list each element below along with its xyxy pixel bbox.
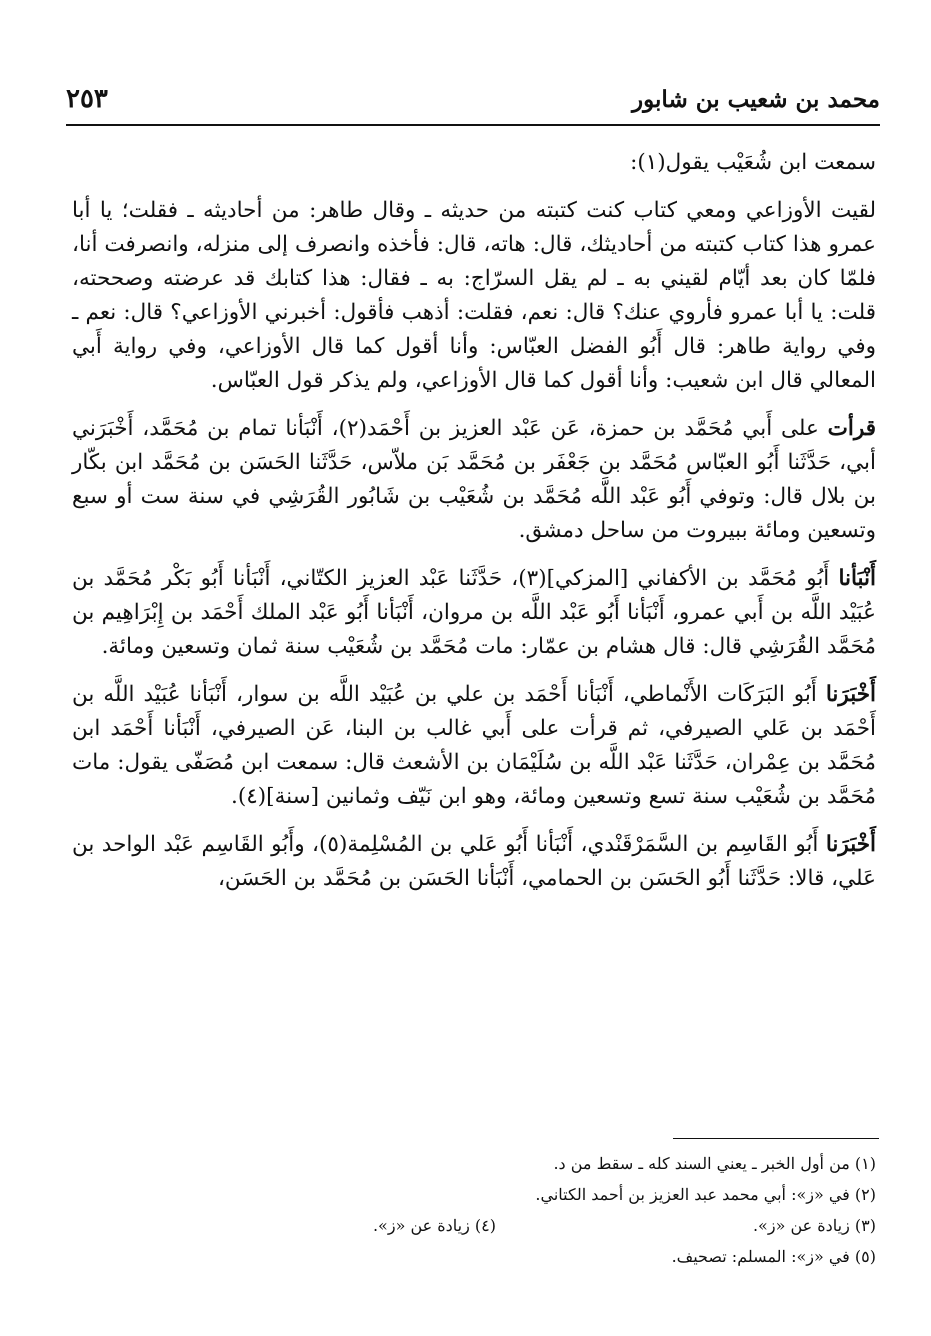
paragraph-text: على أَبي مُحَمَّد بن حمزة، عَن عَبْد العزيز بن أَحْمَد(٢)، أَنْبَأنا تمام بن مُحَمَّد، أَخْبَرَني أبي، حَدَّثَنا أَبُو العبّاس مُحَمَّد بن جَعْفَر بن مُحَمَّد بَن ملاّس، حَدَّثَنا الحَسَن بن مُحَمَّد ابن بكّار بن بلال قال: وتوفي أَبُو عَبْد اللَّه مُحَمَّد بن شُعَيْب بن شَابُور القُرَشِي في سنة ست أو سبع وتسعين ومائة ببيروت من ساحل دمشق. [72,416,876,543]
paragraph-lead: قرأت [827,416,876,441]
footnote-row [72,1179,876,1210]
footnotes [72,1148,876,1272]
paragraph [72,194,876,398]
main-text [72,146,876,910]
header-rule [66,124,880,126]
paragraph [72,678,876,814]
footnote-row [72,1241,876,1272]
footnote: (٢) في «ز»: أبي محمد عبد العزيز بن أحمد الكتاني. [535,1185,876,1204]
footnote-row [72,1148,876,1179]
paragraph-lead: أَنْبَأنا [838,566,876,591]
footnote: (١) من أول الخبر ـ يعني السند كله ـ سقط من د. [553,1154,876,1173]
footnote: (٣) زيادة عن «ز». [752,1216,876,1235]
paragraph-text: لقيت الأوزاعي ومعي كتاب كنت كتبته من حديثه ـ وقال طاهر: من أحاديثه ـ فقلت؛ يا أبا عمرو هذا كتاب كتبته من أحاديثك، قال: هاته، قال: فأخذه وانصرف إلى منزله، وانصرفت أنا، فلمّا كان بعد أيّام لقيني به ـ لم يقل السرّاج: به ـ فقال: هذا كتابك قد عرضته وصححته، قلت: يا أبا عمرو فأروي عنك؟ قال: نعم، فقلت: أذهب فأقول: أخبرني الأوزاعي؟ قال: نعم ـ وفي رواية طاهر: قال أَبُو الفضل العبّاس: وأنا أقول كما قال الأوزاعي، وفي رواية أَبي المعالي قال ابن شعيب: وأنا أقول كما قال الأوزاعي، ولم يذكر قول العبّاس. [72,198,876,393]
paragraph [72,562,876,664]
footnote-rule [673,1138,879,1139]
page-header [66,78,880,118]
paragraph [72,146,876,180]
footnote-row [72,1210,876,1241]
page-number: ٢٥٣ [66,84,108,114]
paragraph-text: أَبُو البَرَكَات الأَنْماطي، أَنْبَأنا أَحْمَد بن علي بن عُبَيْد اللَّه بن سوار، أَنْبَأنا عُبَيْد اللَّه بن أَحْمَد بن عَلي الصيرفي، ثم قرأت على أَبي غالب بن البنا، عَن الصيرفي، أَنْبَأنا أَحْمَد ابن مُحَمَّد بن عِمْران، حَدَّثَنا عَبْد اللَّه بن سُلَيْمَان بن الأشعث قال: سمعت ابن مُصَفّى يقول: مات مُحَمَّد بن شُعَيْب سنة تسع وتسعين ومائة، وهو ابن نَيّف وثمانين [سنة](٤). [72,682,876,809]
paragraph-text: أَبُو القَاسِم بن السَّمَرْقَنْدي، أَنْبَأنا أَبُو عَلي بن المُسْلِمة(٥)، وأَبُو القَاسِم عَبْد الواحد بن عَلي، قالا: حَدَّثَنا أَبُو الحَسَن بن الحمامي، أَنْبَأنا الحَسَن بن مُحَمَّد بن الحَسَن، [72,832,876,891]
paragraph-text: أَبُو مُحَمَّد بن الأكفاني [المزكي](٣)، حَدَّثَنا عَبْد العزيز الكتّاني، أَنْبَأنا أَبُو بَكْر مُحَمَّد بن عُبَيْد اللَّه بن أَبي عمرو، أَنْبَأنا أَبُو عَبْد اللَّه بن مروان، أَنْبَأنا أَبُو عَبْد الملك أَحْمَد بن إِبْرَاهِيم بن مُحَمَّد القُرَشِي قال: قال هشام بن عمّار: مات مُحَمَّد بن شُعَيْب سنة ثمان وتسعين ومائة. [72,566,876,659]
footnote: (٤) زيادة عن «ز». [372,1216,496,1235]
paragraph-lead: أَخْبَرَنا [825,682,876,707]
running-title: محمد بن شعيب بن شابور [632,86,880,113]
footnote: (٥) في «ز»: المسلم: تصحيف. [671,1247,876,1266]
paragraph [72,828,876,896]
paragraph [72,412,876,548]
paragraph-lead: أَخْبَرَنا [825,832,876,857]
paragraph-text: سمعت ابن شُعَيْب يقول(١): [630,150,876,175]
